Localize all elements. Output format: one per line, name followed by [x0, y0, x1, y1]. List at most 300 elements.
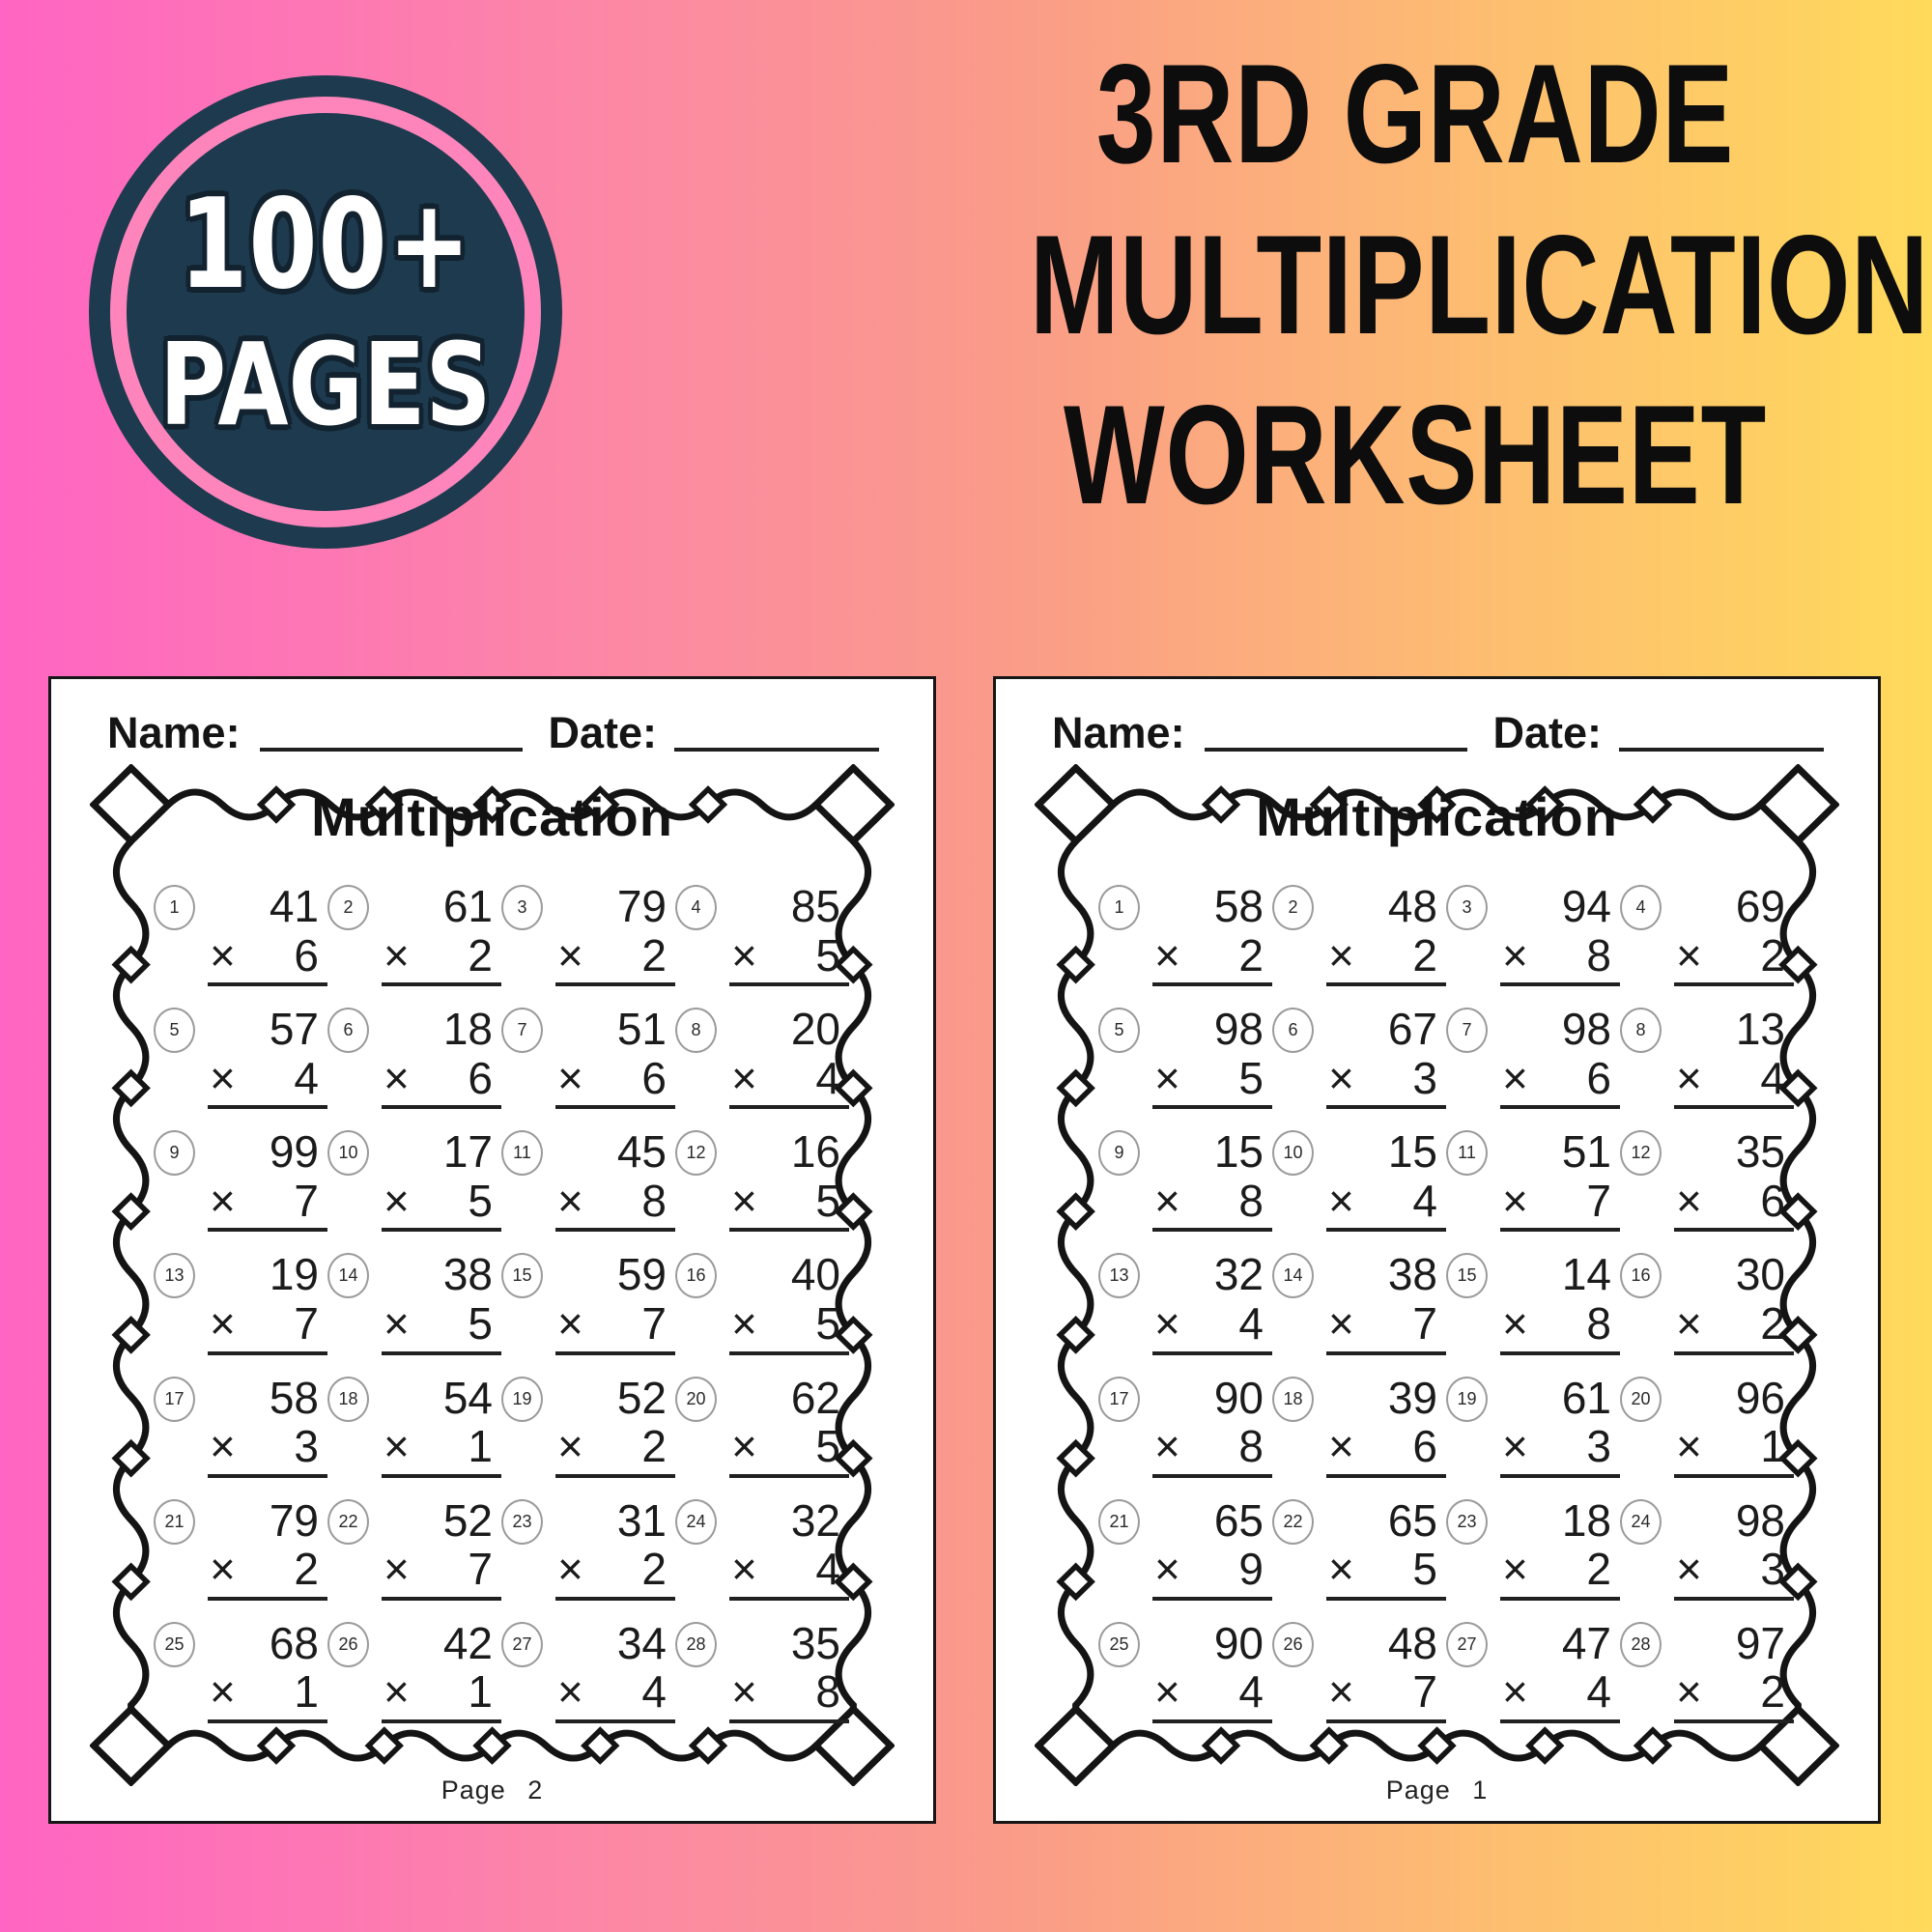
pages-count-badge — [89, 75, 562, 549]
problem-body — [1152, 882, 1272, 986]
answer-line — [1500, 1177, 1620, 1233]
problem-body — [208, 1496, 327, 1601]
answer-line — [382, 1177, 501, 1233]
problem-top-number: 17 — [442, 1126, 493, 1178]
problem-number-badge: 4 — [1620, 885, 1662, 930]
multiplication-sign: × — [557, 929, 583, 980]
problem-top-number: 58 — [269, 1372, 319, 1423]
problem-body — [729, 1619, 849, 1723]
problem-top-number: 39 — [1387, 1372, 1437, 1423]
answer-line — [555, 1422, 675, 1478]
problem — [1446, 1496, 1620, 1619]
problem-number-badge: 10 — [1272, 1130, 1314, 1176]
problem-multiplier: 8 — [1586, 929, 1611, 980]
problem-multiplier: 5 — [815, 929, 840, 980]
multiplication-sign: × — [1676, 929, 1702, 980]
problem-body — [1152, 1250, 1272, 1354]
problem — [501, 1619, 675, 1742]
problem-top-number: 41 — [269, 881, 319, 931]
answer-line — [729, 1422, 849, 1478]
problem — [1620, 1619, 1794, 1742]
answer-line — [1500, 1299, 1620, 1355]
problem-number-badge: 19 — [501, 1377, 543, 1422]
problem-multiplier: 4 — [294, 1052, 319, 1103]
problem — [1098, 1127, 1272, 1250]
problem-number-badge: 17 — [1098, 1377, 1140, 1422]
multiplication-sign: × — [1676, 1544, 1702, 1595]
problem-body — [1152, 1374, 1272, 1478]
answer-line — [1674, 931, 1794, 987]
problem-number-badge: 12 — [675, 1130, 717, 1176]
problem-number-badge: 26 — [327, 1622, 369, 1667]
answer-line — [1500, 1422, 1620, 1478]
multiplication-sign: × — [210, 1666, 236, 1718]
problem — [1098, 1619, 1272, 1742]
problem — [1272, 1005, 1446, 1127]
problem — [1272, 1619, 1446, 1742]
date-label: Date: — [548, 708, 657, 757]
problem-top-number: 61 — [1561, 1372, 1611, 1423]
problem-number-badge: 5 — [1098, 1008, 1140, 1053]
page-footer: Page 2 — [440, 1776, 544, 1804]
problem-body — [1500, 1374, 1620, 1478]
problem-number-badge: 6 — [327, 1008, 369, 1053]
problem — [154, 1250, 327, 1373]
problem-number-badge: 14 — [1272, 1253, 1314, 1298]
problem-body — [1326, 1250, 1446, 1354]
problem — [327, 1619, 501, 1742]
problem-number-badge: 4 — [675, 885, 717, 930]
problem-body — [1326, 1619, 1446, 1723]
problem — [1446, 1619, 1620, 1742]
problem-top-number: 62 — [790, 1372, 840, 1423]
problem-multiplier: 2 — [1586, 1544, 1611, 1595]
problem — [1272, 1127, 1446, 1250]
multiplication-sign: × — [1154, 1544, 1180, 1595]
multiplication-sign: × — [384, 1421, 410, 1472]
problem-number-badge: 20 — [675, 1377, 717, 1422]
problem-number-badge: 9 — [1098, 1130, 1140, 1176]
multiplication-sign: × — [731, 1544, 757, 1595]
problem-multiplier: 8 — [1238, 1421, 1264, 1472]
problem-number-badge: 15 — [1446, 1253, 1488, 1298]
problem-body — [1500, 1619, 1620, 1723]
name-date-row — [51, 679, 933, 758]
problem-multiplier: 7 — [1412, 1298, 1437, 1350]
problem-number-badge: 7 — [501, 1008, 543, 1053]
problem-number-badge: 28 — [1620, 1622, 1662, 1667]
problem-body — [382, 1496, 501, 1601]
problem-body — [382, 1127, 501, 1232]
problem — [675, 1619, 849, 1742]
answer-line — [729, 1667, 849, 1723]
problem — [1620, 882, 1794, 1005]
problem-multiplier: 8 — [1586, 1298, 1611, 1350]
answer-line — [1674, 1299, 1794, 1355]
multiplication-sign: × — [731, 929, 757, 980]
problem-multiplier: 4 — [1412, 1175, 1437, 1226]
problem-multiplier: 2 — [468, 929, 493, 980]
answer-line — [729, 1299, 849, 1355]
decorative-frame — [1035, 764, 1839, 1786]
problem-body — [1500, 882, 1620, 986]
problem-number-badge: 18 — [1272, 1377, 1314, 1422]
problem-multiplier: 1 — [1760, 1421, 1785, 1472]
multiplication-sign: × — [1154, 1175, 1180, 1226]
problem-body — [1326, 1005, 1446, 1109]
problem-multiplier: 3 — [1586, 1421, 1611, 1472]
date-input-line — [1619, 748, 1824, 752]
problem — [154, 1005, 327, 1127]
name-date-row — [996, 679, 1878, 758]
problem-number-badge: 27 — [1446, 1622, 1488, 1667]
problem-body — [729, 882, 849, 986]
problem-number-badge: 25 — [1098, 1622, 1140, 1667]
problem-multiplier: 7 — [294, 1175, 319, 1226]
problem-top-number: 69 — [1735, 881, 1785, 931]
multiplication-sign: × — [1154, 1052, 1180, 1103]
problem-top-number: 32 — [790, 1494, 840, 1546]
problem-top-number: 51 — [1561, 1126, 1611, 1178]
problem-multiplier: 4 — [1760, 1052, 1785, 1103]
multiplication-sign: × — [1328, 1298, 1354, 1350]
problem-top-number: 47 — [1561, 1617, 1611, 1668]
multiplication-sign: × — [557, 1666, 583, 1718]
multiplication-sign: × — [210, 1298, 236, 1350]
problem-top-number: 31 — [616, 1494, 667, 1546]
problem-number-badge: 13 — [1098, 1253, 1140, 1298]
badge-count: 100+ — [179, 172, 472, 317]
problem-top-number: 79 — [269, 1494, 319, 1546]
problem-top-number: 16 — [790, 1126, 840, 1178]
date-label: Date: — [1492, 708, 1602, 757]
worksheet-heading: Multiplication — [1256, 786, 1618, 847]
name-input-line — [260, 748, 524, 752]
answer-line — [1674, 1177, 1794, 1233]
problem-body — [555, 1250, 675, 1354]
problem — [327, 882, 501, 1005]
answer-line — [208, 931, 327, 987]
problem-number-badge: 23 — [501, 1499, 543, 1545]
multiplication-sign: × — [731, 1421, 757, 1472]
multiplication-sign: × — [1676, 1666, 1702, 1718]
problem — [501, 882, 675, 1005]
title-line-1: 3RD GRADE — [1095, 35, 1735, 192]
problem-body — [1152, 1496, 1272, 1601]
multiplication-sign: × — [731, 1666, 757, 1718]
problem-top-number: 97 — [1735, 1617, 1785, 1668]
problem-multiplier: 2 — [1760, 1666, 1785, 1718]
problem-number-badge: 21 — [1098, 1499, 1140, 1545]
problem-body — [555, 1374, 675, 1478]
problem-top-number: 58 — [1213, 881, 1264, 931]
answer-line — [208, 1667, 327, 1723]
problem-top-number: 48 — [1387, 881, 1437, 931]
multiplication-sign: × — [1328, 1421, 1354, 1472]
problem-multiplier: 6 — [1412, 1421, 1437, 1472]
problem-number-badge: 6 — [1272, 1008, 1314, 1053]
name-label: Name: — [107, 708, 241, 757]
problem-top-number: 52 — [616, 1372, 667, 1423]
problem-number-badge: 19 — [1446, 1377, 1488, 1422]
problem-number-badge: 24 — [675, 1499, 717, 1545]
problem-top-number: 13 — [1735, 1004, 1785, 1055]
problem-multiplier: 1 — [294, 1666, 319, 1718]
worksheet-heading: Multiplication — [311, 786, 673, 847]
problem — [501, 1250, 675, 1373]
problem-top-number: 98 — [1213, 1004, 1264, 1055]
problem-multiplier: 3 — [1412, 1052, 1437, 1103]
problem-body — [1326, 882, 1446, 986]
problem-number-badge: 9 — [154, 1130, 195, 1176]
problem-body — [729, 1005, 849, 1109]
problem-top-number: 85 — [790, 881, 840, 931]
problem — [154, 1374, 327, 1496]
problem — [675, 1250, 849, 1373]
problem-body — [1326, 1374, 1446, 1478]
multiplication-sign: × — [210, 1421, 236, 1472]
problem — [1098, 1496, 1272, 1619]
problem-top-number: 67 — [1387, 1004, 1437, 1055]
answer-line — [1152, 1299, 1272, 1355]
problem-number-badge: 8 — [1620, 1008, 1662, 1053]
problem-number-badge: 23 — [1446, 1499, 1488, 1545]
multiplication-sign: × — [384, 1175, 410, 1226]
problem-top-number: 61 — [442, 881, 493, 931]
answer-line — [729, 931, 849, 987]
problem — [1446, 1005, 1620, 1127]
problem-number-badge: 14 — [327, 1253, 369, 1298]
problem-body — [208, 1374, 327, 1478]
multiplication-sign: × — [1328, 1175, 1354, 1226]
main-title — [1030, 29, 1930, 541]
problem-multiplier: 4 — [815, 1544, 840, 1595]
multiplication-sign: × — [1154, 1666, 1180, 1718]
multiplication-sign: × — [1676, 1421, 1702, 1472]
problem — [1620, 1127, 1794, 1250]
problem-multiplier: 1 — [468, 1421, 493, 1472]
problem — [675, 882, 849, 1005]
problem-top-number: 15 — [1213, 1126, 1264, 1178]
answer-line — [729, 1054, 849, 1110]
answer-line — [1326, 1422, 1446, 1478]
problem-multiplier: 6 — [641, 1052, 667, 1103]
answer-line — [555, 1054, 675, 1110]
problem-body — [208, 1127, 327, 1232]
problem — [154, 1619, 327, 1742]
multiplication-sign: × — [1154, 1421, 1180, 1472]
problem-number-badge: 12 — [1620, 1130, 1662, 1176]
problem-top-number: 42 — [442, 1617, 493, 1668]
problem-body — [729, 1496, 849, 1601]
problem-top-number: 79 — [616, 881, 667, 931]
answer-line — [1326, 1667, 1446, 1723]
problem — [1620, 1496, 1794, 1619]
problem-body — [1152, 1619, 1272, 1723]
problem-multiplier: 6 — [468, 1052, 493, 1103]
problem — [501, 1005, 675, 1127]
answer-line — [208, 1299, 327, 1355]
problem-top-number: 38 — [1387, 1249, 1437, 1300]
multiplication-sign: × — [1154, 1298, 1180, 1350]
multiplication-sign: × — [1676, 1052, 1702, 1103]
problem-multiplier: 4 — [1586, 1666, 1611, 1718]
problem-top-number: 20 — [790, 1004, 840, 1055]
multiplication-sign: × — [210, 929, 236, 980]
multiplication-sign: × — [1676, 1298, 1702, 1350]
answer-line — [1326, 1054, 1446, 1110]
problem-number-badge: 22 — [327, 1499, 369, 1545]
problem-multiplier: 4 — [641, 1666, 667, 1718]
answer-line — [1326, 931, 1446, 987]
problem-top-number: 65 — [1387, 1494, 1437, 1546]
multiplication-sign: × — [557, 1175, 583, 1226]
answer-line — [1500, 1667, 1620, 1723]
multiplication-sign: × — [1502, 1421, 1528, 1472]
multiplication-sign: × — [1502, 1175, 1528, 1226]
problem-body — [729, 1374, 849, 1478]
problem-body — [555, 1127, 675, 1232]
problem-body — [1500, 1127, 1620, 1232]
problem — [1098, 1250, 1272, 1373]
problem — [1272, 1374, 1446, 1496]
problem — [1272, 1250, 1446, 1373]
answer-line — [1500, 1545, 1620, 1601]
problem-number-badge: 28 — [675, 1622, 717, 1667]
problem-multiplier: 4 — [815, 1052, 840, 1103]
problem-body — [1674, 1619, 1794, 1723]
problem-top-number: 35 — [790, 1617, 840, 1668]
problem-multiplier: 6 — [1760, 1175, 1785, 1226]
multiplication-sign: × — [1502, 1666, 1528, 1718]
problem — [1620, 1005, 1794, 1127]
problem-multiplier: 5 — [815, 1421, 840, 1472]
problem-top-number: 96 — [1735, 1372, 1785, 1423]
problem — [1446, 1127, 1620, 1250]
name-label: Name: — [1052, 708, 1185, 757]
answer-line — [729, 1545, 849, 1601]
answer-line — [382, 1667, 501, 1723]
answer-line — [1674, 1422, 1794, 1478]
problem-body — [1500, 1250, 1620, 1354]
problem-multiplier: 3 — [294, 1421, 319, 1472]
answer-line — [1152, 931, 1272, 987]
problem-multiplier: 8 — [1238, 1175, 1264, 1226]
problem-body — [208, 1250, 327, 1354]
problem-top-number: 99 — [269, 1126, 319, 1178]
problem-multiplier: 5 — [1412, 1544, 1437, 1595]
answer-line — [1152, 1422, 1272, 1478]
multiplication-sign: × — [384, 1052, 410, 1103]
problem — [1272, 1496, 1446, 1619]
problem — [327, 1496, 501, 1619]
multiplication-sign: × — [1502, 1052, 1528, 1103]
problem-body — [1152, 1127, 1272, 1232]
answer-line — [555, 931, 675, 987]
problem-number-badge: 17 — [154, 1377, 195, 1422]
problem-number-badge: 5 — [154, 1008, 195, 1053]
problem-multiplier: 9 — [1238, 1544, 1264, 1595]
problem — [1272, 882, 1446, 1005]
problem-body — [382, 1005, 501, 1109]
problem — [1620, 1374, 1794, 1496]
problem-number-badge: 3 — [1446, 885, 1488, 930]
answer-line — [382, 931, 501, 987]
problem — [1446, 1250, 1620, 1373]
problem-top-number: 19 — [269, 1249, 319, 1300]
problem — [501, 1127, 675, 1250]
problem-number-badge: 2 — [1272, 885, 1314, 930]
problem-multiplier: 5 — [815, 1298, 840, 1350]
problem-top-number: 40 — [790, 1249, 840, 1300]
problem-body — [1674, 882, 1794, 986]
problems-grid — [1098, 882, 1789, 1742]
problem-multiplier: 5 — [468, 1175, 493, 1226]
problem-top-number: 14 — [1561, 1249, 1611, 1300]
multiplication-sign: × — [557, 1298, 583, 1350]
problem-multiplier: 7 — [1412, 1666, 1437, 1718]
multiplication-sign: × — [384, 929, 410, 980]
problem-multiplier: 3 — [1760, 1544, 1785, 1595]
problem-top-number: 18 — [442, 1004, 493, 1055]
problem-body — [1152, 1005, 1272, 1109]
problem-top-number: 15 — [1387, 1126, 1437, 1178]
problem-body — [555, 882, 675, 986]
problem-body — [1674, 1374, 1794, 1478]
problem-multiplier: 5 — [1238, 1052, 1264, 1103]
multiplication-sign: × — [1676, 1175, 1702, 1226]
multiplication-sign: × — [1328, 1544, 1354, 1595]
problem-number-badge: 3 — [501, 885, 543, 930]
problem — [1098, 1005, 1272, 1127]
problem-body — [1326, 1127, 1446, 1232]
multiplication-sign: × — [1154, 929, 1180, 980]
answer-line — [555, 1667, 675, 1723]
problem-number-badge: 10 — [327, 1130, 369, 1176]
problem-number-badge: 20 — [1620, 1377, 1662, 1422]
multiplication-sign: × — [731, 1298, 757, 1350]
problem-body — [208, 882, 327, 986]
problem-multiplier: 7 — [1586, 1175, 1611, 1226]
multiplication-sign: × — [384, 1298, 410, 1350]
problems-grid — [154, 882, 844, 1742]
multiplication-sign: × — [1328, 1666, 1354, 1718]
problem-multiplier: 1 — [468, 1666, 493, 1718]
answer-line — [1674, 1054, 1794, 1110]
problem-top-number: 65 — [1213, 1494, 1264, 1546]
answer-line — [382, 1422, 501, 1478]
answer-line — [729, 1177, 849, 1233]
problem-top-number: 57 — [269, 1004, 319, 1055]
badge-text — [159, 172, 492, 452]
problem-body — [729, 1250, 849, 1354]
answer-line — [382, 1299, 501, 1355]
problem — [501, 1496, 675, 1619]
problem-multiplier: 7 — [468, 1544, 493, 1595]
multiplication-sign: × — [1502, 929, 1528, 980]
multiplication-sign: × — [557, 1421, 583, 1472]
problem-top-number: 52 — [442, 1494, 493, 1546]
problem-top-number: 48 — [1387, 1617, 1437, 1668]
problem-number-badge: 15 — [501, 1253, 543, 1298]
multiplication-sign: × — [210, 1052, 236, 1103]
answer-line — [208, 1422, 327, 1478]
answer-line — [382, 1054, 501, 1110]
problem-multiplier: 2 — [1760, 929, 1785, 980]
problem-multiplier: 2 — [641, 929, 667, 980]
badge-pages-label: PAGES — [159, 317, 492, 451]
problem — [327, 1005, 501, 1127]
